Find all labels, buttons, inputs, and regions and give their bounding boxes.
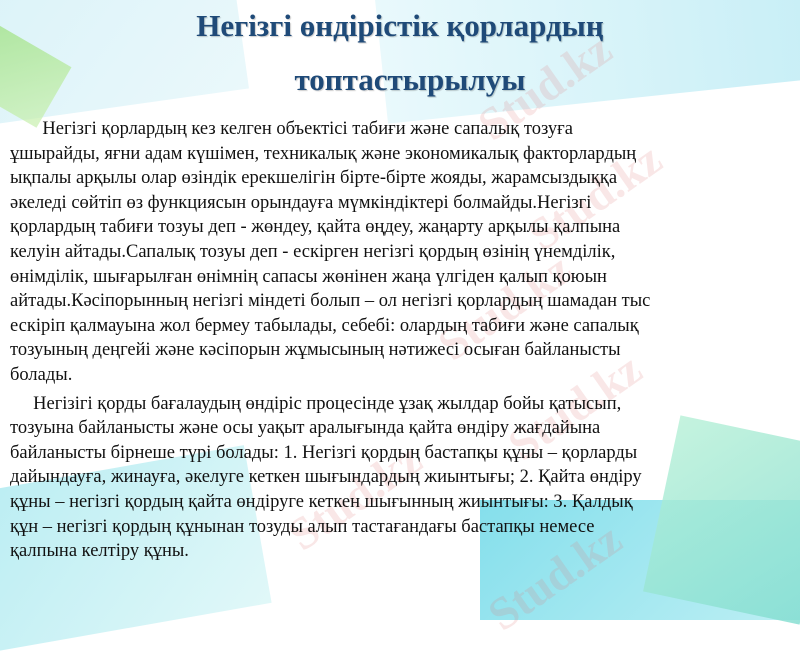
text-line: келуін айтады.Сапалық тозуы деп - ескірген негізгі қордың өзінің үнемділік, (10, 241, 616, 262)
text-line: дайындауға, жинауға, әкелуге кеткен шығындардың жиынтығы; 2. Қайта өндіру (10, 467, 642, 488)
text-line: әкеледі сөйтіп өз функциясын орындауға мүмкіндіктері болмайды.Негізгі (10, 192, 592, 213)
text-line: қорлардың табиғи тозуы деп - жөндеу, қайта өңдеу, жаңарту арқылы қалпына (10, 217, 621, 238)
watermark: Stud.kz (518, 132, 671, 261)
watermark: Stud.kz (468, 22, 621, 151)
text-line: құн – негізгі қордың құнынан тозуды алып тастағандағы бастапқы немесе (10, 516, 595, 537)
paragraph-2 (10, 392, 800, 564)
slide-title-line-2: топтастырылуы (294, 62, 526, 97)
watermark: Stud.kz (428, 242, 581, 371)
text-line: өнімділік, шығарылған өнімнің сапасы жөнінен жаңа үлгіден қалып қоюын (10, 266, 607, 287)
paragraph-1 (10, 117, 800, 388)
text-line: тозуына байланысты және осы уақыт аралығында қайта өндіру жағдайына (10, 418, 601, 439)
slide-body (10, 117, 800, 564)
text-line: ескіріп қалмауына жол бермеу табылады, себебі: олардың табиғи және сапалық (10, 315, 639, 336)
text-line: ұшырайды, яғни адам күшімен, техникалық және экономикалық факторлардың (10, 143, 637, 164)
slide-title-line-1: Негізгі өндірістік қорлардың (196, 8, 604, 43)
text-line: болады. (10, 364, 73, 385)
text-line: айтады.Кәсіпорынның негізгі міндеті болып – ол негізгі қорлардың шамадан тыс (10, 291, 651, 312)
watermark: Stud.kz (278, 432, 431, 561)
text-line: құны – негізгі қордың қайта өндіруге кеткен шығынның жиынтығы: 3. Қалдық (10, 491, 633, 512)
watermark: Stud.kz (498, 342, 651, 471)
text-line: Негізігі қорды бағалаудың өндіріс процесінде ұзақ жылдар бойы қатысып, (10, 393, 622, 414)
watermark: Stud.kz (478, 512, 631, 641)
text-line: Негізгі қорлардың кез келген объектісі табиғи және сапалық тозуға (10, 119, 573, 139)
text-line: байланысты бірнеше түрі болады: 1. Негізгі қордың бастапқы құны – қорларды (10, 442, 638, 463)
text-line: ықпалы арқылы олар өзіндік ерекшелігін бірте-бірте жояды, жарамсыздыққа (10, 168, 618, 189)
text-line: қалпына келтіру құны. (10, 541, 189, 562)
text-line: тозуының деңгейі және кәсіпорын жұмысының нәтижесі осыған байланысты (10, 340, 621, 361)
